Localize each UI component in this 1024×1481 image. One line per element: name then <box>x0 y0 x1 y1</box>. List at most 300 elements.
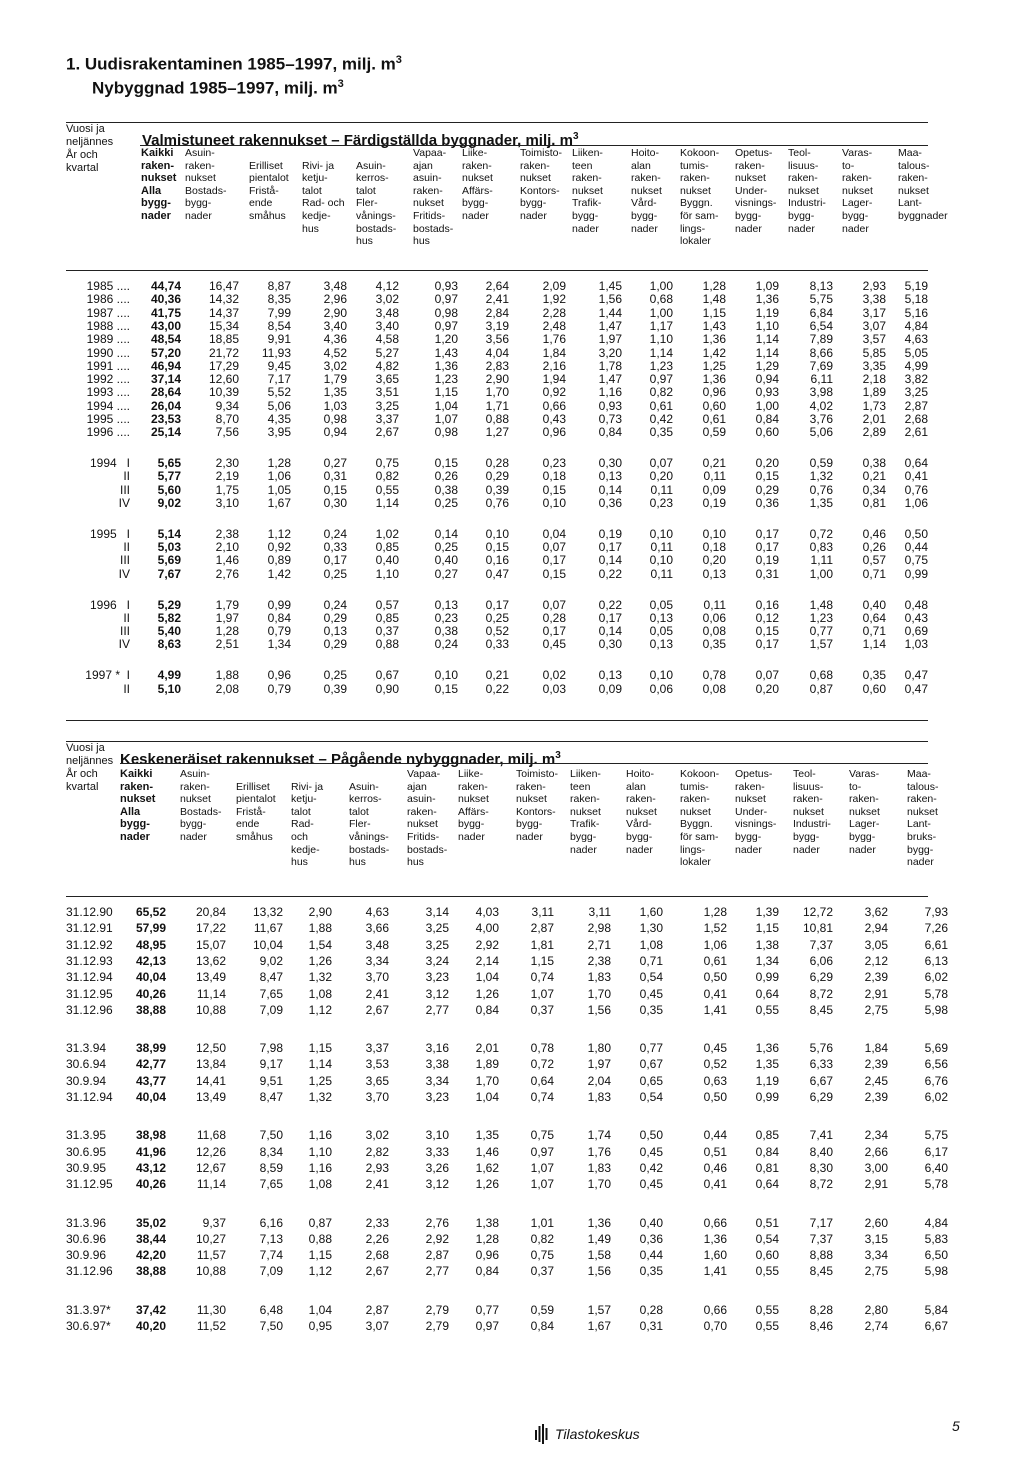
table-cell: 0,82 <box>530 1231 554 1246</box>
table-cell: 2,41 <box>365 986 389 1001</box>
row-label: 31.12.90 <box>66 905 113 919</box>
table-cell: 0,87 <box>809 681 833 696</box>
table-cell: 0,40 <box>639 1215 663 1230</box>
table-cell: 0,61 <box>702 412 726 426</box>
table-cell: 14,32 <box>208 292 239 307</box>
table-cell: 35,02 <box>135 1215 166 1230</box>
table-cell: 1,76 <box>542 332 566 347</box>
table-cell: 8,47 <box>259 1090 283 1104</box>
table-cell: 0,77 <box>639 1041 663 1056</box>
table-cell: 2,08 <box>215 681 239 696</box>
table-cell: 0,04 <box>542 526 566 541</box>
table-cell: 1,00 <box>809 566 833 581</box>
table-cell: 7,65 <box>259 1177 283 1192</box>
table-cell: 1,08 <box>308 1177 332 1192</box>
table-cell: 1,10 <box>755 318 779 333</box>
table-cell: 1,56 <box>587 1264 611 1279</box>
row-label: 1992 .... <box>86 372 130 387</box>
table-cell: 1,04 <box>475 1090 499 1104</box>
table-cell: 3,26 <box>425 1160 449 1175</box>
table-cell: 3,10 <box>215 496 239 510</box>
table-cell: 48,54 <box>150 332 181 347</box>
table-cell: 0,83 <box>809 540 833 555</box>
table-cell: 0,64 <box>755 1177 779 1192</box>
table-cell: 3,34 <box>365 953 389 968</box>
table-cell: 0,96 <box>702 385 726 400</box>
table-cell: 1,89 <box>475 1057 499 1072</box>
table-cell: 1,81 <box>530 937 554 952</box>
table-cell: 4,63 <box>904 332 928 347</box>
table-cell: 7,89 <box>809 332 833 347</box>
table-cell: 1,28 <box>475 1231 499 1246</box>
table-cell: 0,55 <box>755 1319 779 1333</box>
table-cell: 0,74 <box>530 970 554 985</box>
table-cell: 3,12 <box>425 1177 449 1192</box>
table-cell: 2,28 <box>542 305 566 320</box>
table-cell: 2,64 <box>485 279 509 293</box>
table-cell: 10,04 <box>252 937 283 952</box>
table-cell: 2,67 <box>375 425 399 440</box>
table-cell: 7,99 <box>267 305 291 320</box>
table-cell: 0,76 <box>904 482 928 497</box>
table-cell: 2,98 <box>587 921 611 936</box>
table-cell: 1,47 <box>598 372 622 387</box>
table-cell: 1,35 <box>809 496 833 510</box>
row-label: 1997 * I <box>85 668 130 683</box>
table-cell: 5,83 <box>924 1231 948 1246</box>
table-cell: 0,55 <box>375 482 399 497</box>
table-cell: 0,98 <box>434 425 458 440</box>
table-cell: 1,42 <box>267 566 291 581</box>
table-cell: 0,78 <box>702 668 726 683</box>
table-cell: 6,06 <box>809 953 833 968</box>
table-cell: 0,64 <box>530 1073 554 1088</box>
table-cell: 0,46 <box>703 1160 727 1175</box>
table-cell: 0,47 <box>904 681 928 696</box>
table-cell: 2,18 <box>862 372 886 387</box>
table-cell: 1,28 <box>703 905 727 919</box>
table-cell: 18,85 <box>208 332 239 347</box>
table-cell: 0,43 <box>904 610 928 625</box>
row-label: 31.3.96 <box>66 1215 107 1230</box>
table-cell: 2,89 <box>862 425 886 440</box>
table-cell: 0,08 <box>702 624 726 639</box>
table-cell: 0,14 <box>598 624 622 639</box>
table-cell: 0,21 <box>702 456 726 471</box>
title-line2-sup: 3 <box>337 78 344 90</box>
table-cell: 0,93 <box>598 398 622 413</box>
table-cell: 7,09 <box>259 1002 283 1017</box>
table-cell: 0,84 <box>755 412 779 426</box>
table-cell: 4,52 <box>323 345 347 360</box>
table-cell: 11,68 <box>196 1128 226 1143</box>
column-header: Kaikki raken- nukset Alla bygg- nader <box>120 768 156 843</box>
row-label: 1994 I <box>89 456 130 471</box>
table-cell: 0,60 <box>702 398 726 413</box>
table-cell: 6,16 <box>259 1215 283 1230</box>
table-cell: 0,22 <box>598 597 622 612</box>
table-cell: 25,14 <box>150 425 181 440</box>
table-cell: 5,84 <box>924 1302 948 1317</box>
row-label: 1990 .... <box>86 345 130 360</box>
table-cell: 7,26 <box>924 921 948 936</box>
row-label: IV <box>118 496 130 510</box>
table-cell: 1,83 <box>587 1090 611 1104</box>
table-cell: 4,84 <box>924 1215 948 1230</box>
table-cell: 1,36 <box>702 332 726 347</box>
column-header: Rivi- ja ketju- talot Rad- och kedje- hus <box>302 159 345 235</box>
publisher-logo <box>534 1424 640 1444</box>
table-cell: 0,82 <box>649 385 673 400</box>
table-cell: 0,45 <box>542 637 566 652</box>
table-cell: 42,13 <box>135 953 166 968</box>
table-cell: 3,15 <box>864 1231 888 1246</box>
table-cell: 3,34 <box>864 1248 888 1263</box>
table-cell: 3,19 <box>485 318 509 333</box>
table-cell: 2,01 <box>475 1041 499 1056</box>
table-cell: 0,44 <box>703 1128 727 1143</box>
column-header: Opetus- raken- nukset Under- visnings- bygg- nader <box>735 768 777 856</box>
column-header: Asuin- raken- nukset Bostads- bygg- nader <box>180 768 222 843</box>
table-cell: 0,55 <box>755 1002 779 1017</box>
table-cell: 5,78 <box>924 986 948 1001</box>
column-header: Kokoon- tumis- raken- nukset Byggn. för sam- lings- lokaler <box>680 147 720 248</box>
table-cell: 3,57 <box>862 332 886 347</box>
table-cell: 1,06 <box>904 496 928 510</box>
table-cell: 1,30 <box>639 921 663 936</box>
table-cell: 1,38 <box>475 1215 499 1230</box>
table-cell: 0,90 <box>375 681 399 696</box>
table-cell: 1,76 <box>587 1144 611 1159</box>
table-cell: 0,55 <box>755 1302 779 1317</box>
row-label: 1985 .... <box>86 279 130 293</box>
table-cell: 0,51 <box>755 1215 779 1230</box>
table-cell: 0,20 <box>649 469 673 484</box>
table-cell: 2,79 <box>425 1302 449 1317</box>
table-cell: 0,82 <box>375 469 399 484</box>
table-cell: 0,24 <box>323 526 347 541</box>
table-cell: 40,04 <box>135 970 166 985</box>
table-cell: 1,84 <box>542 345 566 360</box>
table-cell: 1,97 <box>215 610 239 625</box>
column-header: Varas- to- raken- nukset Lager- bygg- nader <box>849 768 880 856</box>
column-header: Erilliset pientalot Fristå- ende småhus <box>249 159 289 222</box>
table-cell: 28,64 <box>150 385 181 400</box>
table-cell: 1,78 <box>598 358 622 373</box>
table-cell: 2,92 <box>425 1231 449 1246</box>
table-cell: 6,29 <box>809 1090 833 1104</box>
row-label: IV <box>118 566 130 581</box>
table-cell: 1,17 <box>649 318 673 333</box>
table-cell: 0,84 <box>475 1002 499 1017</box>
table-cell: 0,20 <box>755 681 779 696</box>
table-cell: 1,43 <box>702 318 726 333</box>
table-cell: 0,52 <box>703 1057 727 1072</box>
row-label: 1987 .... <box>86 305 130 320</box>
table-cell: 4,58 <box>375 332 399 347</box>
table-cell: 3,34 <box>425 1073 449 1088</box>
table-cell: 1,19 <box>755 305 779 320</box>
table-cell: 0,60 <box>755 425 779 440</box>
column-header: Liike- raken- nukset Affärs- bygg- nader <box>462 147 493 222</box>
table-cell: 0,57 <box>862 553 886 568</box>
table-cell: 8,35 <box>267 292 291 307</box>
page-number: 5 <box>952 1418 960 1434</box>
table-cell: 0,75 <box>375 456 399 471</box>
heading-rule <box>140 145 928 146</box>
table-cell: 4,35 <box>267 412 291 426</box>
column-header: Maa- talous- raken- nukset Lant- bruks- bygg- nader <box>907 768 939 869</box>
table-cell: 1,06 <box>703 937 727 952</box>
table-cell: 7,74 <box>259 1248 283 1263</box>
table-cell: 0,34 <box>862 482 886 497</box>
table-cell: 5,27 <box>375 345 399 360</box>
table-cell: 1,38 <box>755 937 779 952</box>
table-cell: 0,75 <box>904 553 928 568</box>
table-cell: 0,17 <box>755 540 779 555</box>
table-cell: 0,59 <box>702 425 726 440</box>
section-heading-sup: 3 <box>572 131 579 142</box>
table-cell: 0,17 <box>598 610 622 625</box>
table-cell: 0,31 <box>323 469 347 484</box>
table-cell: 42,77 <box>135 1057 166 1072</box>
table-cell: 0,13 <box>598 469 622 484</box>
table-cell: 5,98 <box>924 1002 948 1017</box>
table-cell: 3,48 <box>375 305 399 320</box>
table-cell: 2,67 <box>365 1264 389 1279</box>
table-cell: 0,10 <box>485 526 509 541</box>
table-cell: 2,76 <box>215 566 239 581</box>
table-cell: 2,93 <box>365 1160 389 1175</box>
row-label: 30.6.96 <box>66 1231 107 1246</box>
table-cell: 14,37 <box>208 305 239 320</box>
row-label: III <box>119 482 130 497</box>
table-cell: 6,48 <box>259 1302 283 1317</box>
table-cell: 40,20 <box>135 1319 166 1333</box>
table-cell: 0,41 <box>703 986 727 1001</box>
table-cell: 4,82 <box>375 358 399 373</box>
logo-text: Tilastokeskus <box>555 1426 640 1442</box>
table-cell: 9,17 <box>259 1057 283 1072</box>
table-cell: 1,23 <box>649 358 673 373</box>
table-cell: 6,61 <box>924 937 948 952</box>
table-cell: 0,24 <box>323 597 347 612</box>
table-cell: 0,44 <box>904 540 928 555</box>
table-cell: 2,45 <box>864 1073 888 1088</box>
table-cell: 2,30 <box>215 456 239 471</box>
table-cell: 0,41 <box>904 469 928 484</box>
table-cell: 0,23 <box>649 496 673 510</box>
table-cell: 6,29 <box>809 970 833 985</box>
column-header: Teol- lisuus- raken- nukset Industri- bygg- nader <box>793 768 831 856</box>
table-cell: 1,79 <box>215 597 239 612</box>
table-cell: 0,61 <box>703 953 727 968</box>
table-cell: 8,72 <box>809 986 833 1001</box>
table-cell: 0,26 <box>434 469 458 484</box>
table-cell: 0,87 <box>308 1215 332 1230</box>
title-line1: 1. Uudisrakentaminen 1985–1997, milj. m <box>66 54 396 74</box>
table-cell: 7,37 <box>809 937 833 952</box>
table-cell: 0,18 <box>702 540 726 555</box>
table-cell: 0,71 <box>862 624 886 639</box>
table-cell: 0,36 <box>639 1231 663 1246</box>
table-cell: 4,12 <box>375 279 399 293</box>
table-cell: 2,41 <box>485 292 509 307</box>
table-cell: 1,36 <box>703 1231 727 1246</box>
table-cell: 0,85 <box>375 610 399 625</box>
table-cell: 3,02 <box>365 1128 389 1143</box>
table-cell: 0,14 <box>434 526 458 541</box>
table-cell: 1,88 <box>308 921 332 936</box>
table-cell: 9,02 <box>157 496 181 510</box>
table-cell: 57,99 <box>135 921 166 936</box>
table-cell: 1,14 <box>862 637 886 652</box>
table-cell: 0,47 <box>485 566 509 581</box>
table-cell: 3,02 <box>323 358 347 373</box>
table-cell: 8,88 <box>809 1248 833 1263</box>
table-cell: 3,38 <box>425 1057 449 1072</box>
row-label: II <box>123 540 130 555</box>
table-cell: 1,07 <box>530 1177 554 1192</box>
table-cell: 3,62 <box>864 905 888 919</box>
table-cell: 0,99 <box>904 566 928 581</box>
table-cell: 7,37 <box>809 1231 833 1246</box>
table-cell: 3,76 <box>809 412 833 426</box>
table-cell: 5,05 <box>904 345 928 360</box>
table-cell: 7,56 <box>215 425 239 440</box>
table-cell: 2,90 <box>485 372 509 387</box>
table-cell: 0,54 <box>755 1231 779 1246</box>
column-header: Toimisto- raken- nukset Kontors- bygg- nader <box>516 768 559 843</box>
table-cell: 0,21 <box>485 668 509 683</box>
table-cell: 9,45 <box>267 358 291 373</box>
table-cell: 1,14 <box>375 496 399 510</box>
table-cell: 3,25 <box>425 937 449 952</box>
table-cell: 1,36 <box>434 358 458 373</box>
table-cell: 1,49 <box>587 1231 611 1246</box>
table-cell: 20,84 <box>195 905 226 919</box>
table-cell: 0,73 <box>598 412 622 426</box>
table-cell: 0,17 <box>755 637 779 652</box>
table-cell: 1,41 <box>703 1002 727 1017</box>
table-cell: 5,69 <box>924 1041 948 1056</box>
table-cell: 26,04 <box>150 398 181 413</box>
table-cell: 3,82 <box>904 372 928 387</box>
title-line2: Nybyggnad 1985–1997, milj. m <box>92 78 338 98</box>
table-cell: 0,50 <box>703 1090 727 1104</box>
table-cell: 0,46 <box>862 526 886 541</box>
table-cell: 0,31 <box>639 1319 663 1333</box>
table-cell: 40,26 <box>135 1177 166 1192</box>
table-cell: 6,02 <box>924 1090 948 1104</box>
table-cell: 2,67 <box>365 1002 389 1017</box>
table-cell: 2,84 <box>485 305 509 320</box>
table-cell: 0,17 <box>598 540 622 555</box>
table-cell: 1,67 <box>267 496 291 510</box>
table-cell: 1,43 <box>434 345 458 360</box>
table-cell: 1,19 <box>755 1073 779 1088</box>
table-cell: 5,85 <box>862 345 886 360</box>
table-cell: 0,15 <box>755 469 779 484</box>
table-cell: 38,88 <box>135 1264 166 1279</box>
column-header: Asuin- kerros- talot Fler- vånings- bostads- hus <box>349 780 390 869</box>
table-cell: 0,40 <box>375 553 399 568</box>
table-cell: 0,76 <box>809 482 833 497</box>
table-cell: 6,02 <box>924 970 948 985</box>
table-cell: 2,26 <box>365 1231 389 1246</box>
table-cell: 5,77 <box>157 469 181 484</box>
table-cell: 0,75 <box>530 1128 554 1143</box>
table-cell: 1,94 <box>542 372 566 387</box>
table-cell: 0,68 <box>649 292 673 307</box>
table-cell: 2,39 <box>864 1057 888 1072</box>
table-cell: 3,66 <box>365 921 389 936</box>
table-cell: 2,76 <box>425 1215 449 1230</box>
row-label: 1994 .... <box>86 398 130 413</box>
table-cell: 0,79 <box>267 624 291 639</box>
table-cell: 0,71 <box>639 953 663 968</box>
table-cell: 2,51 <box>215 637 239 652</box>
section-ongoing <box>66 741 948 1381</box>
table-cell: 0,92 <box>267 540 291 555</box>
table-cell: 0,94 <box>755 372 779 387</box>
column-header: Liiken- teen raken- nukset Trafik- bygg- nader <box>572 147 603 235</box>
table-cell: 1,11 <box>810 553 833 568</box>
table-cell: 0,35 <box>649 425 673 440</box>
table-cell: 0,29 <box>485 469 509 484</box>
table-cell: 1,15 <box>308 1248 332 1263</box>
table-cell: 7,17 <box>809 1215 833 1230</box>
table-cell: 4,00 <box>475 921 499 936</box>
row-label: 31.12.94 <box>66 970 113 985</box>
table-cell: 2,94 <box>864 921 888 936</box>
table-cell: 2,39 <box>864 1090 888 1104</box>
table-cell: 0,35 <box>862 668 886 683</box>
table-cell: 2,34 <box>864 1128 888 1143</box>
table-cell: 6,84 <box>809 305 833 320</box>
table-cell: 0,25 <box>485 610 509 625</box>
table-cell: 0,84 <box>755 1144 779 1159</box>
table-cell: 5,76 <box>809 1041 833 1056</box>
table-cell: 0,45 <box>639 1144 663 1159</box>
table-cell: 13,84 <box>195 1057 226 1072</box>
table-cell: 0,07 <box>542 540 566 555</box>
table-cell: 3,20 <box>598 345 622 360</box>
table-cell: 3,25 <box>425 921 449 936</box>
table-cell: 0,79 <box>267 681 291 696</box>
table-cell: 3,12 <box>425 986 449 1001</box>
table-cell: 0,48 <box>904 597 928 612</box>
table-cell: 1,47 <box>598 318 622 333</box>
table-cell: 1,09 <box>755 279 779 293</box>
row-label: II <box>123 469 130 484</box>
table-cell: 38,99 <box>135 1041 166 1056</box>
table-cell: 0,07 <box>649 456 673 471</box>
table-cell: 6,67 <box>809 1073 833 1088</box>
table-cell: 1,05 <box>267 482 291 497</box>
table-cell: 1,01 <box>530 1215 554 1230</box>
corner-label: Vuosi ja neljännes År och kvartal <box>66 742 114 793</box>
heading-rule <box>120 763 928 764</box>
table-cell: 2,60 <box>864 1215 888 1230</box>
row-label: 30.9.95 <box>66 1160 107 1175</box>
table-cell: 1,80 <box>587 1041 611 1056</box>
table-cell: 1,74 <box>587 1128 611 1143</box>
table-cell: 1,75 <box>215 482 239 497</box>
table-cell: 0,43 <box>542 412 566 426</box>
table-cell: 11,14 <box>196 1177 226 1192</box>
table-cell: 1,25 <box>308 1073 332 1088</box>
